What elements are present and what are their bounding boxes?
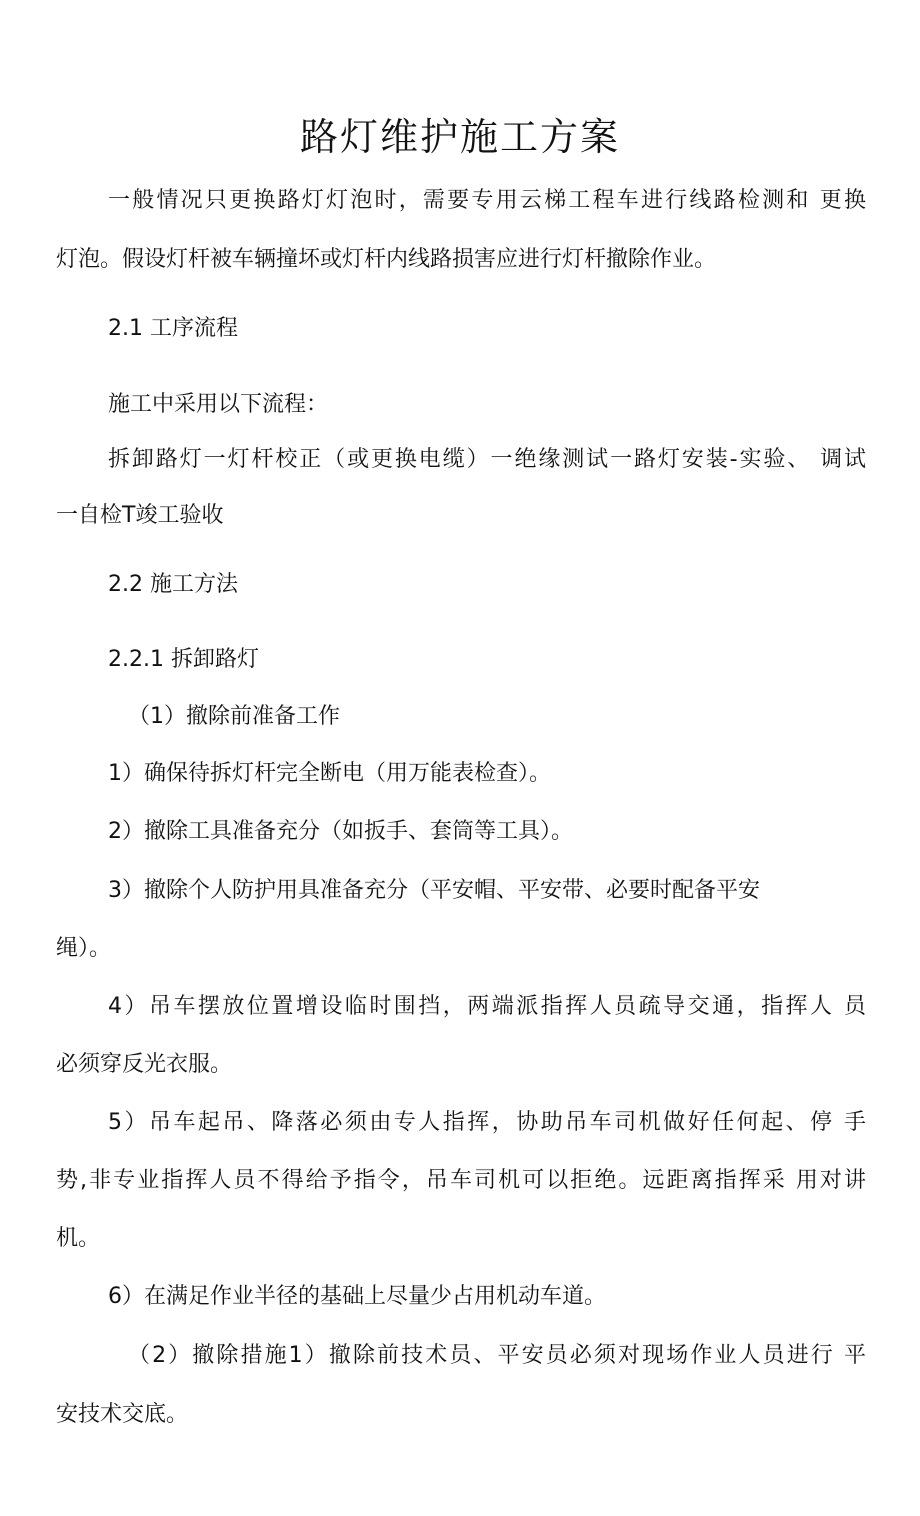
list-heading-2-cont: 安技术交底。 <box>56 1402 189 1427</box>
list-item-5: 5）吊车起吊、降落必须由专人指挥，协助吊车司机做好任何起、停 手 <box>108 1110 866 1135</box>
section-heading-2-1: 2.1 工序流程 <box>108 316 238 341</box>
list-item-2: 2）撤除工具准备充分（如扳手、套筒等工具）。 <box>108 819 573 844</box>
paragraph-line-2: 灯泡。假设灯杆被车辆撞坏或灯杆内线路损害应进行灯杆撤除作业。 <box>56 247 717 272</box>
paragraph-line-3: 施工中采用以下流程： <box>108 392 329 417</box>
paragraph-line-5: 一自检T竣工验收 <box>56 503 224 528</box>
section-heading-2-2-1: 2.2.1 拆卸路灯 <box>108 647 259 672</box>
list-item-5-cont-2: 机。 <box>56 1226 101 1251</box>
list-item-1: 1）确保待拆灯杆完全断电（用万能表检查）。 <box>108 761 551 786</box>
list-item-3: 3）撤除个人防护用具准备充分（平安帽、平安带、必要时配备平安 <box>108 878 760 903</box>
list-heading-2: （2）撤除措施1）撤除前技术员、平安员必须对现场作业人员进行 平 <box>128 1343 866 1368</box>
list-item-5-cont-1: 势,非专业指挥人员不得给予指令，吊车司机可以拒绝。远距离指挥采 用对讲 <box>56 1168 866 1193</box>
paragraph-line-1: 一般情况只更换路灯灯泡时，需要专用云梯工程车进行线路检测和 更换 <box>108 188 866 213</box>
document-title: 路灯维护施工方案 <box>299 115 620 159</box>
list-item-4-cont: 必须穿反光衣服。 <box>56 1052 233 1077</box>
paragraph-line-4: 拆卸路灯一灯杆校正（或更换电缆）一绝缘测试一路灯安装-实验、 调试 <box>108 447 866 472</box>
list-item-3-cont: 绳）。 <box>56 936 112 961</box>
list-heading-1: （1）撤除前准备工作 <box>128 704 340 729</box>
section-heading-2-2: 2.2 施工方法 <box>108 572 238 597</box>
list-item-4: 4）吊车摆放位置增设临时围挡，两端派指挥人员疏导交通，指挥人 员 <box>108 994 866 1019</box>
list-item-6: 6）在满足作业半径的基础上尽量少占用机动车道。 <box>108 1284 606 1309</box>
